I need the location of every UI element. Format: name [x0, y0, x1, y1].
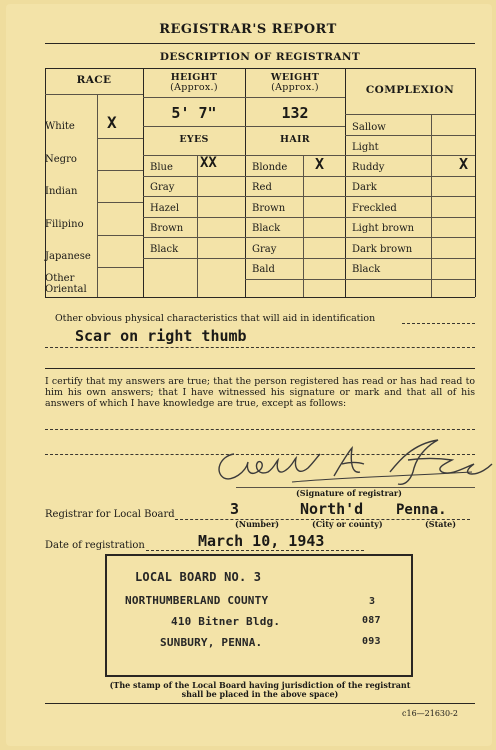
complexion-freckled: Freckled	[352, 203, 397, 214]
caption-state: (State)	[425, 519, 457, 529]
stamp-mark-1: 3	[369, 596, 376, 607]
hair-bald: Bald	[252, 264, 275, 275]
caption-county: (City or county)	[312, 519, 383, 529]
hair-brown: Brown	[252, 203, 286, 214]
eyes-header: EYES	[179, 134, 209, 145]
stamp-note: (The stamp of the Local Board having jurisdiction of the registrant shall be placed in the above space)	[109, 680, 411, 699]
complexion-sallow: Sallow	[352, 122, 386, 133]
hair-red: Red	[252, 182, 272, 193]
complexion-dark: Dark	[352, 182, 377, 193]
race-header: RACE	[76, 74, 112, 86]
weight-value: 132	[281, 104, 309, 122]
stamp-mark-2: 087	[362, 615, 381, 626]
signature-caption: (Signature of registrar)	[296, 488, 402, 498]
complexion-ruddy: Ruddy	[352, 162, 385, 173]
weight-sub: (Approx.)	[271, 82, 319, 93]
eyes-gray: Gray	[150, 182, 175, 193]
complexion-light: Light	[352, 142, 379, 153]
race-japanese: Japanese	[45, 251, 91, 262]
race-indian: Indian	[45, 186, 78, 197]
board-state: Penna.	[396, 502, 447, 518]
complexion-mark: X	[459, 155, 469, 173]
race-other-oriental: Other Oriental	[45, 273, 87, 295]
height-value: 5' 7"	[171, 104, 217, 122]
complexion-dark-brown: Dark brown	[352, 244, 413, 255]
form-code: c16—21630-2	[402, 709, 458, 718]
date-label: Date of registration	[45, 540, 145, 551]
race-filipino: Filipino	[45, 219, 84, 230]
board-county: North'd	[300, 500, 364, 518]
date-value: March 10, 1943	[198, 532, 325, 550]
certify-text: I certify that my answers are true; that the person registered has read or has had read to him his own answers; that I have witnessed his signature or mark and that all of his answers of which I have knowledge are true, except as follows:	[45, 376, 475, 409]
complexion-light-brown: Light brown	[352, 223, 415, 234]
hair-mark: X	[315, 155, 325, 173]
height-header: HEIGHT	[170, 72, 218, 83]
race-white: White	[45, 121, 75, 132]
caption-number: (Number)	[235, 519, 280, 529]
stamp-line-4: SUNBURY, PENNA.	[160, 636, 263, 649]
hair-black: Black	[252, 223, 281, 234]
stamp-line-3: 410 Bitner Bldg.	[171, 615, 281, 628]
description-header: DESCRIPTION OF REGISTRANT	[159, 51, 361, 63]
complexion-black: Black	[352, 264, 381, 275]
eyes-mark: XX	[200, 155, 217, 171]
hair-gray: Gray	[252, 244, 277, 255]
page-title: REGISTRAR'S REPORT	[159, 22, 337, 37]
race-negro: Negro	[45, 154, 77, 165]
stamp-mark-3: 093	[362, 636, 381, 647]
stamp-line-1: LOCAL BOARD NO. 3	[135, 570, 262, 584]
height-sub: (Approx.)	[170, 82, 218, 93]
hair-header: HAIR	[280, 134, 310, 145]
physical-prompt: Other obvious physical characteristics that will aid in identification	[55, 313, 376, 324]
physical-value: Scar on right thumb	[75, 327, 247, 345]
weight-header: WEIGHT	[270, 72, 320, 83]
eyes-hazel: Hazel	[150, 203, 180, 214]
registrar-signature	[202, 432, 494, 494]
board-number: 3	[230, 500, 240, 518]
board-label: Registrar for Local Board	[45, 509, 175, 520]
hair-blonde: Blonde	[252, 162, 288, 173]
race-mark: X	[107, 113, 117, 132]
stamp-line-2: NORTHUMBERLAND COUNTY	[125, 594, 269, 607]
eyes-brown: Brown	[150, 223, 184, 234]
complexion-header: COMPLEXION	[365, 84, 455, 96]
eyes-black: Black	[150, 244, 179, 255]
eyes-blue: Blue	[150, 162, 173, 173]
